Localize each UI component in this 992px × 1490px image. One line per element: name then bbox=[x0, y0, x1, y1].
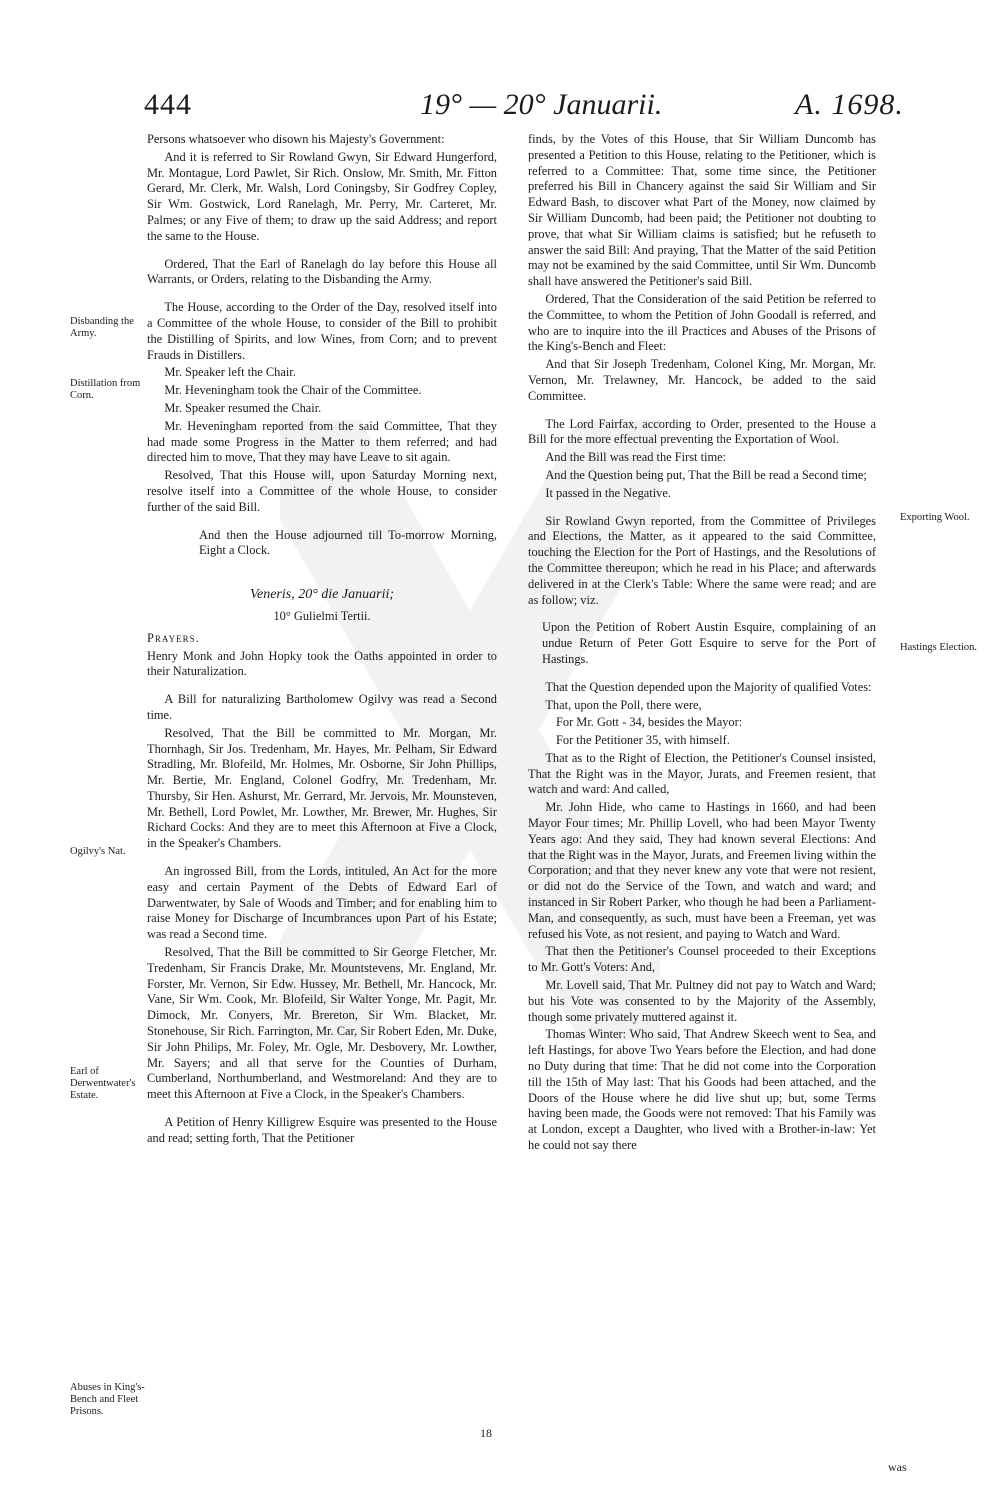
paragraph: That as to the Right of Election, the Petitioner's Counsel insisted, That the Right was in the Mayor, Jurats, and Freemen resient, that watch and ward: And called, bbox=[528, 750, 876, 797]
paragraph: Mr. Speaker left the Chair. bbox=[164, 365, 296, 380]
paragraph: Thomas Winter: Who said, That Andrew Skeech went to Sea, and left Hastings, for above Two Years before the Election, and had done no Duty during that time: That he did not come into the Corporation till the 15th of May last: That his Goods had been attached, and the Doors of the House where he did live shut up; but, some Terms having been made, the Goods were not removed: That his Family was at London, except a Daughter, who lived with a Brother-in-law: Yet he could not say there bbox=[528, 1027, 876, 1153]
paragraph: It passed in the Negative. bbox=[545, 485, 671, 500]
page-dates: 19° — 20° Januarii. bbox=[420, 88, 663, 121]
vote-line: For Mr. Gott - 34, besides the Mayor: bbox=[556, 715, 743, 730]
paragraph: And the Question being put, That the Bill be read a Second time; bbox=[545, 467, 867, 482]
margin-note-distillation: Distillation from Corn. bbox=[70, 378, 141, 401]
paragraph: Resolved, That this House will, upon Saturday Morning next, resolve itself into a Committee of the whole House, to consider further of the said Bill. bbox=[147, 468, 497, 514]
paragraph: Sir Rowland Gwyn reported, from the Committee of Privileges and Elections, the Matter, as it appeared to the said Committee, touching the Election for the Port of Hastings, and the Resolutions of the Committee thereupon; which he read in his Place; and afterwards delivered in at the Clerk's Table: Where the same were read; and are as follow; viz. bbox=[528, 513, 876, 607]
regnal-year: 10° Gulielmi Tertii. bbox=[273, 608, 371, 623]
margin-note-hastings: Hastings Election. bbox=[900, 642, 977, 653]
paragraph: And the Bill was read the First time: bbox=[545, 450, 727, 465]
paragraph: Ordered, That the Consideration of the said Petition be referred to the Committee, to whom the Petition of John Goodall is referred, and who are to inquire into the ill Practices and Abuses of the Prisons of the King's-Bench and Fleet: bbox=[528, 291, 876, 354]
paragraph: The Lord Fairfax, according to Order, presented to the House a Bill for the more effectual preventing the Exportation of Wool. bbox=[528, 416, 876, 447]
paragraph: That then the Petitioner's Counsel proceeded to their Exceptions to Mr. Gott's Voters: And, bbox=[528, 944, 876, 975]
petition-heading: Upon the Petition of Robert Austin Esquire, complaining of an undue Return of Peter Gott Esquire to serve for the Port of Hastings. bbox=[542, 620, 876, 666]
paragraph: Mr. John Hide, who came to Hastings in 1660, and had been Mayor Four times; Mr. Phillip Lovell, who had been Mayor Twenty Years ago: And they said, They had known several Elections: And that the Right was in the Mayor, Jurats, and Freemen living within the Corporation; and that they never knew any vote that were not resient, or did not do the Service of the Town, and watch and ward; and instanced in Sir Robert Parker, who though he had been a Parliament-Man, and consequently, as such, must have been a Freeman, yet was refused his Vote, as not resient, and paying to Watch and Ward. bbox=[528, 800, 876, 941]
paragraph: That, upon the Poll, there were, bbox=[545, 697, 702, 712]
margin-note-derwentwater: Earl of Derwentwater's Estate. bbox=[70, 1066, 136, 1101]
paragraph: finds, by the Votes of this House, that Sir William Duncomb has presented a Petition to this House, relating to the Petitioner, which is referred to a Committee: That, some time since, the Petitioner preferred his Bill in Chancery against the said Sir William and Sir Edward Bash, to discover what Part of the Money, now claimed by Sir William Duncomb, had been paid; the Petitioner not doubting to prove, that what Sir William claims is satisfied; but he refuseth to answer the said Bill: And praying, That the Matter of the said Petition may not be examined by the said Committee, until Sir Wm. Duncomb shall have answered the Petitioner's said Bill. bbox=[528, 132, 876, 289]
margin-note-abuses: Abuses in King's-Bench and Fleet Prisons. bbox=[70, 1382, 145, 1417]
signature-mark: 18 bbox=[480, 1426, 492, 1440]
paragraph: And that Sir Joseph Tredenham, Colonel King, Mr. Morgan, Mr. Vernon, Mr. Trelawney, Mr. Hancock, be added to the said Committee. bbox=[528, 357, 876, 403]
paragraph: Ordered, That the Earl of Ranelagh do lay before this House all Warrants, or Orders, relating to the Disbanding the Army. bbox=[147, 256, 497, 287]
day-heading: Veneris, 20° die Januarii; bbox=[249, 587, 395, 603]
paragraph: An ingrossed Bill, from the Lords, intituled, An Act for the more easy and certain Payment of the Debts of Edward Earl of Darwentwater, by Sale of Woods and Timber; and for enabling him to raise Money for Discharge of Incumbrances upon Part of his Estate; was read a Second time. bbox=[147, 864, 497, 942]
margin-note-ogilvy: Ogilvy's Nat. bbox=[70, 846, 126, 857]
page-number: 444 bbox=[144, 88, 192, 121]
paragraph: That the Question depended upon the Majority of qualified Votes: bbox=[545, 679, 872, 694]
paragraph: Persons whatsoever who disown his Majesty's Government: bbox=[147, 132, 445, 146]
paragraph: Mr. Heveningham reported from the said Committee, That they had made some Progress in the Matter to them referred; and had directed him to move, That they may have Leave to sit again. bbox=[147, 418, 497, 465]
page-year: A. 1698. bbox=[795, 88, 904, 121]
margin-note-exporting: Exporting Wool. bbox=[900, 512, 970, 523]
paragraph: Mr. Heveningham took the Chair of the Committee. bbox=[164, 383, 422, 398]
right-column bbox=[528, 132, 876, 1156]
catchword: was bbox=[888, 1460, 907, 1474]
prayers-heading: Prayers. bbox=[147, 630, 200, 645]
margin-note-disbanding: Disbanding the Army. bbox=[70, 316, 134, 339]
paragraph: Resolved, That the Bill be committed to Mr. Morgan, Mr. Thornhagh, Sir Jos. Tredenham, Mr. Hayes, Mr. Pelham, Sir Edward Stradling, Mr. Blofeild, Mr. Holmes, Mr. Osborne, Sir John Phillips, Mr. Bertie, Mr. England, Colonel Godfry, Mr. Tredenham, Mr. Thursby, Sir Hen. Ashurst, Mr. Gerrard, Mr. Jervois, Mr. Mounsteven, Mr. Bethell, Lord Powlet, Mr. Lowther, Mr. Brewer, Mr. Hughes, Sir Richard Cocks: And they are to meet this Afternoon at Five a Clock, in the Speaker's Chambers. bbox=[147, 725, 497, 851]
paragraph: Henry Monk and John Hopky took the Oaths appointed in order to their Naturalization. bbox=[147, 648, 497, 679]
paragraph: Resolved, That the Bill be committed to Sir George Fletcher, Mr. Tredenham, Sir Francis Drake, Mr. Mountstevens, Mr. England, Mr. Forster, Mr. Vernon, Sir Edw. Hussey, Mr. Bethell, Mr. Hancock, Mr. Vane, Sir Wm. Cook, Mr. Blofeild, Sir Walter Yonge, Mr. Pagit, Mr. Dimock, Mr. Conyers, Mr. Brereton, Sir Wm. Blacket, Mr. Stonehouse, Sir Rich. Farrington, Mr. Car, Sir Robert Eden, Mr. Duke, Sir John Philips, Mr. Foley, Mr. Ogle, Mr. Desbovery, Mr. Lowther, Mr. Sayers; and all that serve for the Counties of Durham, Cumberland, Northumberland, and Westmoreland: And they are to meet this Afternoon at Five a Clock, in the Speaker's Chambers. bbox=[147, 945, 497, 1102]
paragraph: And it is referred to Sir Rowland Gwyn, Sir Edward Hungerford, Mr. Montague, Lord Pawlet, Sir Rich. Onslow, Mr. Smith, Mr. Fitton Gerard, Mr. Clerk, Mr. Walsh, Lord Coningsby, Sir Godfrey Copley, Sir Wm. Gostwick, Lord Ranelagh, Mr. Perry, Mr. Carteret, Mr. Palmes; or any Five of them; to draw up the said Address; and report the same to the House. bbox=[147, 149, 497, 243]
paragraph: The House, according to the Order of the Day, resolved itself into a Committee of the whole House, to consider of the Bill to prohibit the Distilling of Spirits, and low Wines, from Corn; and to prevent Frauds in Distillers. bbox=[147, 300, 497, 362]
paragraph: Mr. Speaker resumed the Chair. bbox=[164, 400, 322, 415]
left-column bbox=[147, 132, 497, 1149]
paragraph: A Petition of Henry Killigrew Esquire was presented to the House and read; setting forth, That the Petitioner bbox=[147, 1115, 497, 1145]
paragraph: A Bill for naturalizing Bartholomew Ogilvy was read a Second time. bbox=[147, 692, 497, 722]
vote-line: For the Petitioner 35, with himself. bbox=[556, 733, 730, 748]
paragraph: Mr. Lovell said, That Mr. Pultney did not pay to Watch and Ward; but his Vote was consented to by the Majority of the Assembly, though some privately muttered against it. bbox=[528, 978, 876, 1024]
adjournment: And then the House adjourned till To-morrow Morning, Eight a Clock. bbox=[199, 527, 497, 558]
